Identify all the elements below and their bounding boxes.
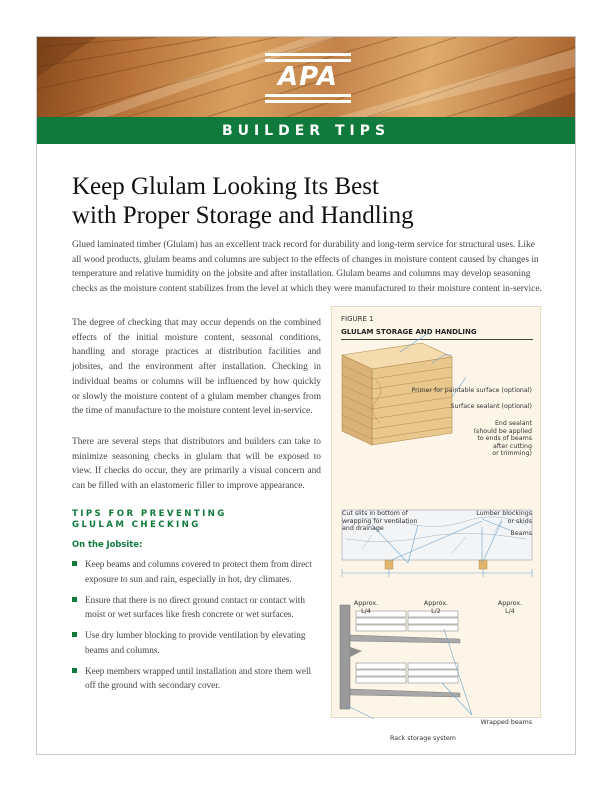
builder-tips-bar	[37, 117, 575, 144]
rack-storage-illustration	[340, 605, 460, 709]
logo-text: APA	[278, 62, 338, 92]
tips-heading-line-2: GLULAM CHECKING	[72, 520, 201, 530]
label-beams: Beams	[510, 530, 532, 537]
label-approx-right: Approx. L/4	[497, 600, 523, 615]
square-bullet-icon	[72, 561, 77, 566]
tip-text: Keep members wrapped until installation and store them well off the ground with secondary cover.	[85, 665, 312, 690]
label-lumber-blockings: Lumber blockings or skids	[476, 510, 532, 525]
square-bullet-icon	[72, 597, 77, 602]
list-item	[72, 628, 322, 657]
list-item	[72, 557, 322, 586]
list-item	[72, 593, 322, 622]
tip-text: Keep beams and columns covered to protect them from direct exposure to sun and rain, especially in hot, dry climates.	[85, 559, 312, 584]
tip-text: Use dry lumber blocking to provide ventilation by elevating beams and columns.	[85, 630, 306, 655]
tips-list	[72, 557, 322, 699]
figure-panel	[331, 306, 541, 742]
square-bullet-icon	[72, 668, 77, 673]
label-approx-mid: Approx. L/2	[423, 600, 449, 615]
body-paragraph-2: There are several steps that distributors and builders can take to minimize seasoning checks in glulam that will be exposed to view. If checks do occur, they are primarily a visual concern and can be filled with an elastomeric filler to improve appearance.	[72, 437, 321, 492]
page-title	[72, 172, 542, 230]
label-approx-left: Approx. L/4	[353, 600, 379, 615]
apa-logo	[265, 51, 351, 105]
label-surface-sealant: Surface sealant (optional)	[450, 403, 532, 410]
header-banner	[37, 37, 575, 117]
label-rack-storage: Rack storage system	[390, 735, 456, 742]
banner-title: BUILDER TIPS	[221, 122, 391, 139]
tips-heading	[72, 509, 322, 531]
label-primer: Primer for paintable surface (optional)	[411, 387, 532, 394]
page	[36, 36, 576, 755]
title-line-1: Keep Glulam Looking Its Best	[72, 173, 379, 200]
label-wrapped-beams: Wrapped beams	[480, 719, 532, 726]
intro-paragraph: Glued laminated timber (Glulam) has an excellent track record for durability and long-term service for structural uses. Like all wood products, glulam beams and columns are subject to the effects of changes in moisture content caused by changes in temperature and relative humidity on the jobsite and after installation. Glulam beams and columns may develop seasoning checks as the moisture content stabilizes from the level at which they were manufactured to their moisture content in-service.	[72, 240, 542, 295]
square-bullet-icon	[72, 632, 77, 637]
label-cut-slits: Cut slits in bottom of wrapping for ventilation and drainage	[342, 510, 418, 533]
figure-title: GLULAM STORAGE AND HANDLING	[341, 328, 477, 336]
tips-heading-line-1: TIPS FOR PREVENTING	[72, 509, 227, 519]
figure-label: FIGURE 1	[341, 315, 374, 323]
tips-subheading: On the Jobsite:	[72, 539, 143, 549]
tip-text: Ensure that there is no direct ground contact or contact with moist or wet surfaces like fresh concrete or wet surfaces.	[85, 594, 305, 619]
label-end-sealant: End sealant (should be applied to ends of beams after cutting or trimming)	[473, 420, 532, 458]
list-item	[72, 664, 322, 693]
body-paragraph-1: The degree of checking that may occur depends on the combined effects of the initial moisture content, seasonal conditions, handling and storage practices at distribution facilities and jobsites, and the environment after installation. Checking in individual beams or columns will be influenced by how quickly or slowly the moisture content of a glulam member changes from the time of manufacture to the moisture content level in-service.	[72, 318, 321, 417]
title-line-2: with Proper Storage and Handling	[72, 202, 414, 229]
